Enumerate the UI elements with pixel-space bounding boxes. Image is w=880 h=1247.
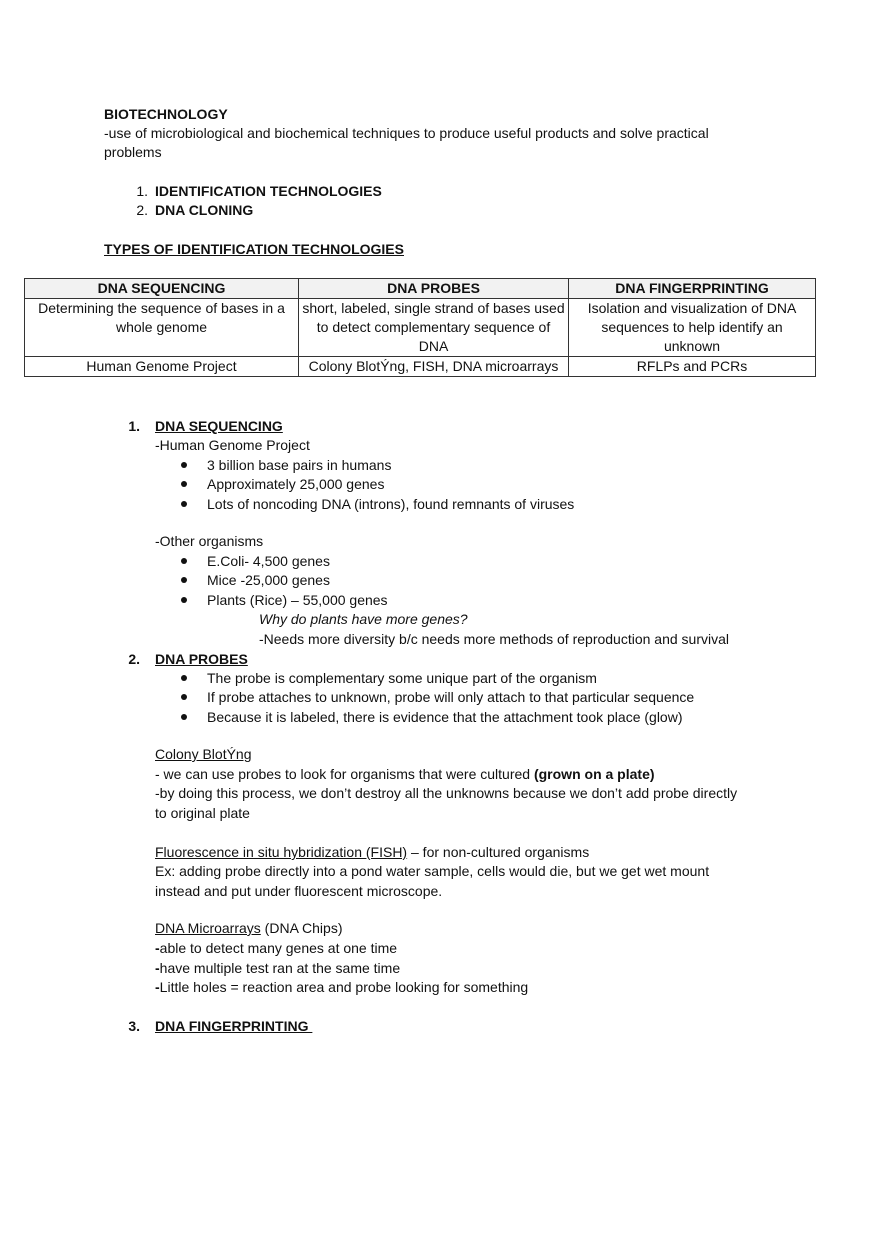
list-item: E.Coli- 4,500 genes xyxy=(207,553,330,569)
list-item: 3 billion base pairs in humans xyxy=(207,457,392,473)
probes-heading: DNA PROBES xyxy=(155,651,248,667)
topic-number: 1. xyxy=(136,183,148,199)
microarray-line-text: have multiple test ran at the same time xyxy=(159,960,401,976)
fish-suffix: – for non-cultured organisms xyxy=(407,844,590,860)
dash-mark: - xyxy=(155,979,160,995)
list-item: Mice -25,000 genes xyxy=(207,572,330,588)
table-header-cell: DNA SEQUENCING xyxy=(25,279,299,299)
dash-mark: - xyxy=(155,940,160,956)
section-number: 3. xyxy=(128,1018,140,1034)
dash-mark: - xyxy=(155,960,160,976)
types-heading: TYPES OF IDENTIFICATION TECHNOLOGIES xyxy=(104,241,404,257)
fish-heading: Fluorescence in situ hybridization (FISH) xyxy=(155,844,408,860)
microarrays-heading: DNA Microarrays xyxy=(155,920,261,936)
sequencing-heading: DNA SEQUENCING xyxy=(155,418,283,434)
bullet-icon xyxy=(181,577,187,583)
other-organisms-label: -Other organisms xyxy=(155,533,264,549)
table-cell: short, labeled, single strand of bases used to detect complementary sequence of DNA xyxy=(299,299,569,357)
topic-identification: IDENTIFICATION TECHNOLOGIES xyxy=(155,183,382,199)
colony-blotting-heading: Colony BlotÝng xyxy=(155,746,252,762)
list-item: Because it is labeled, there is evidence that the attachment took place (glow) xyxy=(207,709,683,725)
list-item: Lots of noncoding DNA (introns), found remnants of viruses xyxy=(207,496,575,512)
bullet-icon xyxy=(181,675,187,681)
table-cell: Colony BlotÝng, FISH, DNA microarrays xyxy=(299,357,569,377)
definition-line-2: problems xyxy=(104,144,162,160)
colony-line-1-text: - we can use probes to look for organisms that were cultured xyxy=(155,766,534,782)
bullet-icon xyxy=(181,558,187,564)
fish-line-2: instead and put under fluorescent microscope. xyxy=(155,883,443,899)
microarray-line-text: Little holes = reaction area and probe looking for something xyxy=(159,979,529,995)
table-row xyxy=(25,299,816,357)
section-number: 2. xyxy=(128,651,140,667)
plants-question: Why do plants have more genes? xyxy=(259,611,468,627)
colony-line-1 xyxy=(155,765,655,783)
microarrays-suffix: (DNA Chips) xyxy=(260,920,343,936)
table-header-row xyxy=(25,279,816,299)
list-item: Plants (Rice) – 55,000 genes xyxy=(207,592,388,608)
microarray-line xyxy=(155,959,400,977)
page-title: BIOTECHNOLOGY xyxy=(104,106,228,122)
table-header-cell: DNA PROBES xyxy=(299,279,569,299)
bullet-icon xyxy=(181,714,187,720)
bullet-icon xyxy=(181,462,187,468)
table-cell: Isolation and visualization of DNA sequences to help identify an unknown xyxy=(569,299,816,357)
fingerprinting-heading: DNA FINGERPRINTING xyxy=(155,1018,313,1034)
fish-line-1: Ex: adding probe directly into a pond water sample, cells would die, but we get wet mount xyxy=(155,863,710,879)
microarray-line xyxy=(155,939,397,957)
topic-cloning: DNA CLONING xyxy=(155,202,254,218)
table-cell: Human Genome Project xyxy=(25,357,299,377)
definition-line-1: -use of microbiological and biochemical techniques to produce useful products and solve practical xyxy=(104,125,709,141)
section-number: 1. xyxy=(128,418,140,434)
bullet-icon xyxy=(181,501,187,507)
fish-heading-line xyxy=(155,843,589,861)
table-header-cell: DNA FINGERPRINTING xyxy=(569,279,816,299)
table-cell: RFLPs and PCRs xyxy=(569,357,816,377)
bullet-icon xyxy=(181,481,187,487)
bullet-icon xyxy=(181,597,187,603)
identification-table xyxy=(24,278,816,377)
colony-line-1-emphasis: (grown on a plate) xyxy=(533,766,655,782)
microarrays-heading-line xyxy=(155,919,342,937)
bullet-icon xyxy=(181,694,187,700)
hgp-label: -Human Genome Project xyxy=(155,437,310,453)
topic-number: 2. xyxy=(136,202,148,218)
list-item: The probe is complementary some unique part of the organism xyxy=(207,670,597,686)
microarray-line-text: able to detect many genes at one time xyxy=(159,940,398,956)
colony-line-2: -by doing this process, we don’t destroy all the unknowns because we don’t add probe directly xyxy=(155,785,738,801)
plants-answer: -Needs more diversity b/c needs more methods of reproduction and survival xyxy=(259,631,729,647)
list-item: If probe attaches to unknown, probe will only attach to that particular sequence xyxy=(207,689,695,705)
table-cell: Determining the sequence of bases in a whole genome xyxy=(25,299,299,357)
list-item: Approximately 25,000 genes xyxy=(207,476,385,492)
microarray-line xyxy=(155,978,528,996)
table-row xyxy=(25,357,816,377)
colony-line-3: to original plate xyxy=(155,805,250,821)
